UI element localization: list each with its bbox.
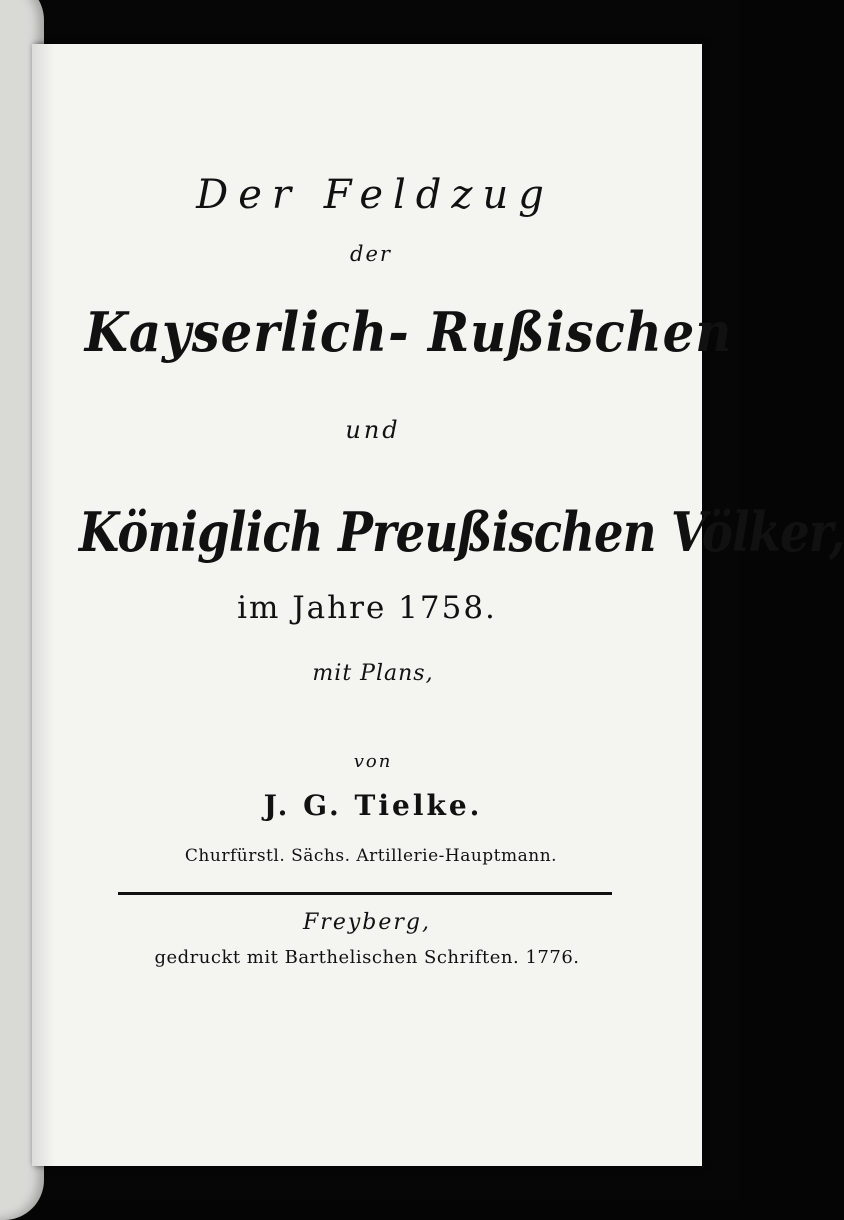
title-line-year: im Jahre 1758. xyxy=(237,590,497,626)
title-line-koeniglich: Königlich Preußischen Völker, xyxy=(78,500,844,564)
title-line-von: von xyxy=(353,751,393,772)
title-line-und: und xyxy=(345,416,401,444)
imprint-printer: gedruckt mit Barthelischen Schriften. 1776. xyxy=(154,947,580,968)
title-line-plans: mit Plans, xyxy=(312,661,434,686)
title-line-feldzug: Der Feldzug xyxy=(196,172,554,218)
title-line-kayserlich: Kayserlich- Rußischen xyxy=(84,300,733,364)
divider-rule xyxy=(118,892,612,895)
author-rank: Churfürstl. Sächs. Artillerie-Hauptmann. xyxy=(184,846,558,866)
title-line-der: der xyxy=(350,242,392,266)
imprint-place: Freyberg, xyxy=(303,910,431,935)
author-name: J. G. Tielke. xyxy=(263,789,483,822)
title-page xyxy=(32,44,844,1166)
